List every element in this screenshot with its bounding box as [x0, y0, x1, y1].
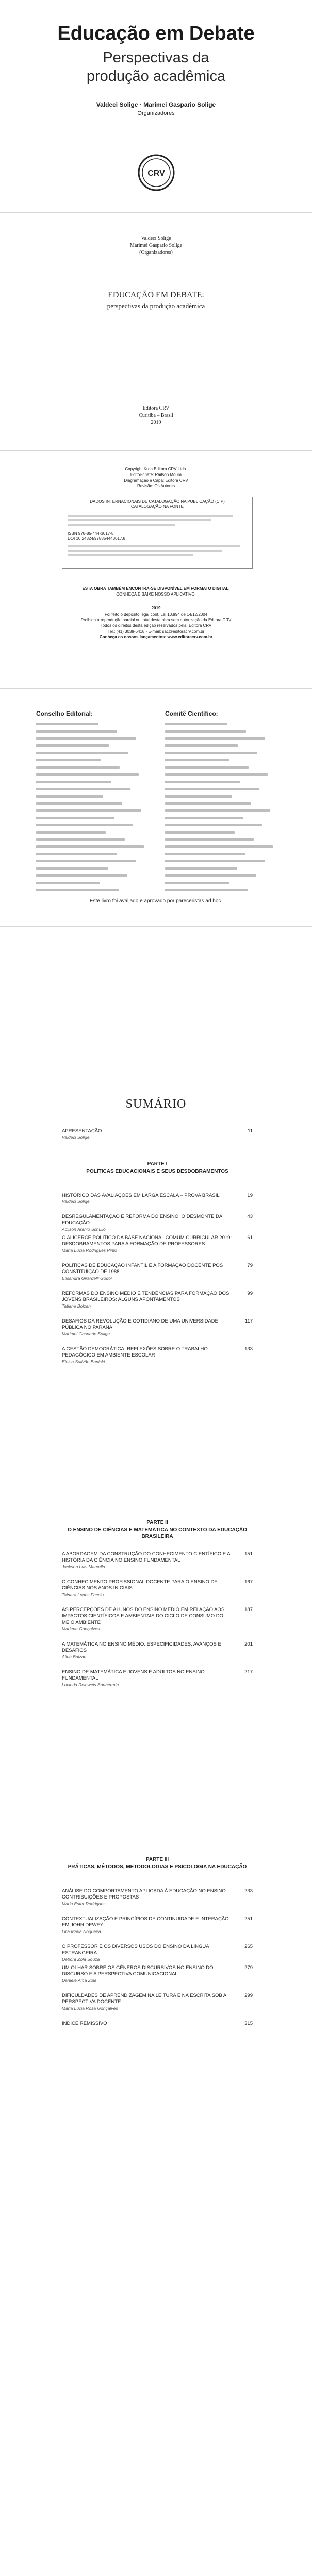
toc-entry-title: DESAFIOS DA REVOLUÇÃO E COTIDIANO DE UMA UNIVERSIDADE PÚBLICA NO PARANÁ	[62, 1318, 219, 1331]
board-member-placeholder	[36, 727, 150, 735]
toc-part-title: POLÍTICAS EDUCACIONAIS E SEUS DESDOBRAMENTOS	[86, 1168, 228, 1174]
toc-entry-author: Jackson Luis Marcello	[62, 1564, 105, 1569]
notice-4: Tel.: (41) 3039-6418 - E-mail: sac@editoracrv.com.br	[107, 629, 205, 634]
toc-entry-author: Débora Zola Souza	[62, 1956, 100, 1962]
toc-entry[interactable]	[62, 1193, 253, 1205]
toc-part-title: PRÁTICAS, MÉTODOS, METODOLOGIAS E PSICOLOGIA NA EDUCAÇÃO	[68, 1863, 247, 1870]
toc-entry-page: 133	[244, 1346, 253, 1352]
toc-entry-title: A GESTÃO DEMOCRÁTICA: REFLEXÕES SOBRE O TRABALHO PEDAGÓGICO EM AMBIENTE ESCOLAR	[62, 1346, 208, 1359]
cip-content	[68, 515, 247, 559]
editorial-board-heading: Conselho Editorial:	[36, 710, 93, 717]
title-page-city: Curitiba – Brasil	[139, 413, 173, 418]
board-member-placeholder	[165, 735, 278, 742]
board-member-placeholder	[36, 756, 150, 764]
board-member-placeholder	[165, 785, 278, 792]
toc-entry-page: 61	[247, 1235, 253, 1241]
toc-entry-author: Tatiane Bolzan	[62, 1303, 91, 1309]
board-member-placeholder	[36, 814, 150, 821]
toc-entry-title: A ABORDAGEM DA CONSTRUÇÃO DO CONHECIMENTO CIENTÍFICO E A HISTÓRIA DA CIÊNCIA NO ENSINO FUNDAMENTAL	[62, 1551, 231, 1564]
toc-entry-page: 217	[244, 1669, 253, 1675]
board-member-placeholder	[165, 727, 278, 735]
toc-entry[interactable]	[62, 1579, 253, 1598]
toc-section	[0, 927, 312, 2576]
toc-entry-title: HISTÓRICO DAS AVALIAÇÕES EM LARGA ESCALA – PROVA BRASIL	[62, 1193, 220, 1198]
board-member-placeholder	[36, 836, 150, 843]
toc-entry-page: 117	[244, 1318, 253, 1324]
toc-entry[interactable]	[62, 1944, 253, 1962]
copyright-line: Copyright © da Editora CRV Ltda.	[125, 467, 187, 471]
board-member-placeholder	[165, 742, 278, 749]
toc-entry-author: Adilson Aranio Schulio	[62, 1226, 106, 1232]
board-member-placeholder	[165, 720, 278, 727]
board-member-placeholder	[165, 807, 278, 814]
toc-entry-title: UM OLHAR SOBRE OS GÊNEROS DISCURSIVOS NO ENSINO DO DISCURSO E A PERSPECTIVA COMUNICACIONAL	[62, 1965, 214, 1977]
title-page-year: 2019	[151, 420, 161, 426]
toc-entry-author: Marlene Gonçalves	[62, 1626, 100, 1632]
toc-entry-title: O PROFESSOR E OS DIVERSOS USOS DO ENSINO DA LÍNGUA ESTRANGEIRA	[62, 1944, 209, 1956]
board-member-placeholder	[165, 814, 278, 821]
toc-part-heading	[62, 1856, 253, 1870]
toc-entry-page: 201	[244, 1641, 253, 1647]
toc-part-heading	[62, 1161, 253, 1175]
toc-entry[interactable]	[62, 1965, 253, 1984]
cip-subtitle: CATALOGAÇÃO NA FONTE	[131, 504, 184, 510]
cip-title: DADOS INTERNACIONAIS DE CATALOGAÇÃO NA PUBLICAÇÃO (CIP)	[90, 499, 225, 504]
toc-entry[interactable]	[62, 1993, 253, 2011]
board-member-placeholder	[36, 720, 150, 727]
toc-entry-page: 19	[247, 1193, 253, 1198]
toc-entry-title: A MATEMÁTICA NO ENSINO MÉDIO: ESPECIFICIDADES, AVANÇOS E DESAFIOS	[62, 1641, 221, 1654]
review-note: Este livro foi avaliado e aprovado por pareceristas ad hoc.	[89, 898, 223, 904]
toc-heading: SUMÁRIO	[125, 1097, 187, 1111]
toc-entry-page: 315	[244, 2021, 253, 2026]
title-page-organizers: (Organizadores)	[139, 250, 173, 256]
editorial-board	[36, 710, 150, 893]
toc-entry-page: 265	[244, 1944, 253, 1950]
board-member-placeholder	[36, 872, 150, 879]
board-member-placeholder	[165, 865, 278, 872]
toc-entry[interactable]	[62, 1128, 253, 1140]
notice-1: Foi feito o depósito legal conf. Lei 10.994 de 14/12/2004	[104, 612, 208, 617]
board-member-placeholder	[36, 742, 150, 749]
logo-text: CRV	[147, 169, 165, 178]
toc-part-heading	[62, 1519, 253, 1540]
toc-entry[interactable]	[62, 1607, 253, 1632]
board-member-placeholder	[165, 879, 278, 886]
editor-line: Editor-chefe: Railson Moura	[130, 472, 182, 477]
title-page-title: EDUCAÇÃO EM DEBATE:	[108, 291, 204, 299]
toc-part-title: O ENSINO DE CIÊNCIAS E MATEMÁTICA NO CONTEXTO DA EDUCAÇÃO BRASILEIRA	[68, 1527, 247, 1539]
doi: DOI 10.24824/978854443017.8	[68, 536, 126, 541]
board-member-placeholder	[36, 792, 150, 800]
cover-organizers: Organizadores	[137, 110, 175, 116]
board-member-placeholder	[36, 843, 150, 850]
toc-entry-page: 99	[247, 1291, 253, 1296]
toc-entry-page: 43	[247, 1214, 253, 1219]
title-page-author-1: Valdeci Solige	[141, 235, 171, 241]
board-member-placeholder	[165, 821, 278, 828]
isbn: ISBN 978-85-444-3017-8	[68, 531, 114, 536]
toc-entry-page: 233	[244, 1888, 253, 1894]
board-member-placeholder	[36, 879, 150, 886]
toc-entry-page: 167	[244, 1579, 253, 1585]
toc-entry-author: Lilia Maria Nogueira	[62, 1928, 101, 1934]
toc-entry-page: 187	[244, 1607, 253, 1613]
board-member-placeholder	[165, 749, 278, 756]
board-member-placeholder	[165, 828, 278, 836]
toc-entry-author: Valdeci Solige	[62, 1199, 90, 1205]
cover-title: Educação em Debate	[57, 23, 255, 44]
cover-subtitle-line1: Perspectivas da	[103, 49, 209, 66]
toc-entry[interactable]	[62, 1551, 253, 1570]
board-member-placeholder	[36, 828, 150, 836]
toc-entry-page: 11	[248, 1128, 253, 1134]
board-member-placeholder	[165, 756, 278, 764]
board-member-placeholder	[165, 886, 278, 893]
board-member-placeholder	[36, 764, 150, 771]
toc-entry[interactable]	[62, 1214, 253, 1232]
copyright-page	[0, 451, 312, 688]
toc-entry-page: 251	[244, 1916, 253, 1922]
title-page-publisher: Editora CRV	[142, 405, 170, 411]
toc-part-label: PARTE III	[145, 1857, 169, 1862]
toc-entry-author: Tainara Lopes Faccio	[62, 1591, 104, 1597]
board-member-placeholder	[36, 800, 150, 807]
board-member-placeholder	[36, 778, 150, 785]
toc-entry[interactable]	[62, 1641, 253, 1660]
toc-entry[interactable]	[62, 1263, 253, 1281]
toc-entry-author: Marimei Gaspario Solige	[62, 1331, 110, 1336]
cip-box	[62, 497, 253, 569]
board-member-placeholder	[36, 771, 150, 778]
board-member-placeholder	[165, 836, 278, 843]
toc-entry-title: ANÁLISE DO COMPORTAMENTO APLICADA À EDUCAÇÃO NO ENSINO: CONTRIBUIÇÕES E PROPOSTAS	[62, 1888, 227, 1901]
digital-app: CONHEÇA E BAIXE NOSSO APLICATIVO!	[116, 592, 196, 597]
toc-entry[interactable]	[62, 1291, 253, 1309]
notice-5: Conheça os nossos lançamentos: www.editoracrv.com.br	[99, 635, 213, 639]
board-member-placeholder	[165, 800, 278, 807]
toc-entry-title: REFORMAS DO ENSINO MÉDIO E TENDÊNCIAS PARA FORMAÇÃO DOS JOVENS BRASILEIROS: ALGUNS APONTAMENTOS	[62, 1291, 229, 1303]
board-member-placeholder	[36, 749, 150, 756]
board-member-placeholder	[36, 735, 150, 742]
toc-entry[interactable]	[62, 1888, 253, 1907]
toc-entry-title: ENSINO DE MATEMÁTICA E JOVENS E ADULTOS NO ENSINO FUNDAMENTAL	[62, 1669, 205, 1682]
toc-part-label: PARTE II	[146, 1520, 168, 1526]
toc-part-label: PARTE I	[147, 1161, 168, 1167]
cover-subtitle-line2: produção acadêmica	[86, 68, 226, 84]
toc-entry-title: APRESENTAÇÃO	[62, 1128, 102, 1134]
title-page-author-2: Marimei Gaspario Solige	[129, 243, 183, 248]
toc-entry-author: Daniele Arca Zola	[62, 1977, 97, 1983]
toc-entry-author: Maria Lúcia Rodrigues Pinto	[62, 1247, 117, 1253]
notice-year: 2019	[151, 606, 161, 611]
toc-entry-author: Aline Bolzan	[62, 1654, 87, 1659]
notice-3: Todos os direitos desta edição reservados pela: Editora CRV	[100, 623, 212, 628]
scientific-board	[165, 710, 278, 893]
toc-entry-page: 279	[244, 1965, 253, 1971]
boards-page	[0, 689, 312, 926]
toc-entry-title: O CONHECIMENTO PROFISSIONAL DOCENTE PARA O ENSINO DE CIÊNCIAS NOS ANOS INICIAIS	[62, 1579, 218, 1591]
digital-notice: ESTA OBRA TAMBÉM ENCONTRA-SE DISPONÍVEL EM FORMATO DIGITAL.	[82, 586, 230, 591]
toc-entry[interactable]	[62, 1346, 253, 1365]
board-member-placeholder	[36, 886, 150, 893]
toc-entry[interactable]	[62, 1916, 253, 1935]
board-member-placeholder	[165, 857, 278, 865]
toc-entry-author: Valdeci Solige	[62, 1134, 90, 1140]
toc-entry-page: 151	[244, 1551, 253, 1557]
toc-entry-title: DIFICULDADES DE APRENDIZAGEM NA LEITURA E NA ESCRITA SOB A PERSPECTIVA DOCENTE	[62, 1993, 226, 2005]
board-member-placeholder	[36, 807, 150, 814]
toc-entry[interactable]	[62, 2021, 253, 2027]
toc-entry-author: Maria Lúcia Rosa Gonçalves	[62, 2005, 118, 2011]
toc-entry-page: 299	[244, 1993, 253, 1998]
toc-entry-title: O ALICERCE POLÍTICO DA BASE NACIONAL COMUM CURRICULAR 2019: DESDOBRAMENTOS PARA A FORMAÇÃO DE PROFESSORES	[62, 1235, 232, 1247]
cover-authors: Valdeci Solige · Marimei Gaspario Solige	[96, 101, 216, 108]
toc-entry-title: ÍNDICE REMISSIVO	[62, 2021, 107, 2026]
toc-entry-author: Eloisa Sulivão Baniski	[62, 1359, 105, 1364]
notice-2: Proibida a reprodução parcial ou total desta obra sem autorização da Editora CRV	[80, 618, 232, 622]
cover-page	[0, 0, 312, 212]
revision-line: Revisão: Os Autores	[137, 484, 175, 488]
title-page	[0, 213, 312, 450]
board-member-placeholder	[165, 843, 278, 850]
toc-entry[interactable]	[62, 1235, 253, 1253]
board-member-placeholder	[36, 850, 150, 857]
board-member-placeholder	[165, 850, 278, 857]
toc-entry-page: 79	[247, 1263, 253, 1268]
toc-entry-title: AS PERCEPÇÕES DE ALUNOS DO ENSINO MÉDIO EM RELAÇÃO AOS IMPACTOS CIENTÍFICOS E AMBIENTAIS DO CICLO DE CONSUMO DO MEIO AMBIENTE	[62, 1607, 225, 1625]
board-member-placeholder	[36, 865, 150, 872]
toc-entry-author: Elisandra Girardelli Godoi	[62, 1275, 112, 1281]
toc-entry-title: POLÍTICAS DE EDUCAÇÃO INFANTIL E A FORMAÇÃO DOCENTE PÓS CONSTITUIÇÃO DE 1988	[62, 1263, 223, 1275]
title-page-subtitle: perspectivas da produção acadêmica	[107, 302, 205, 310]
board-member-placeholder	[165, 872, 278, 879]
toc-entry-title: CONTEXTUALIZAÇÃO E PRINCÍPIOS DE CONTINUIDADE E INTERAÇÃO EM JOHN DEWEY	[62, 1916, 229, 1928]
board-member-placeholder	[165, 771, 278, 778]
toc-entry[interactable]	[62, 1669, 253, 1688]
publisher-logo-icon	[136, 152, 176, 193]
toc-entry-author: Lucinda Reinweis Bouhermin	[62, 1682, 119, 1687]
toc-entry-author: Maria Ester Rodrigues	[62, 1901, 106, 1906]
board-member-placeholder	[36, 821, 150, 828]
toc-entry-title: DESREGULAMENTAÇÃO E REFORMA DO ENSINO: O DESMONTE DA EDUCAÇÃO	[62, 1214, 222, 1226]
board-member-placeholder	[165, 778, 278, 785]
board-member-placeholder	[36, 857, 150, 865]
toc-entry[interactable]	[62, 1318, 253, 1337]
board-member-placeholder	[165, 764, 278, 771]
board-member-placeholder	[165, 792, 278, 800]
scientific-board-heading: Comitê Científico:	[165, 710, 218, 717]
design-line: Diagramação e Capa: Editora CRV	[124, 478, 188, 483]
board-member-placeholder	[36, 785, 150, 792]
